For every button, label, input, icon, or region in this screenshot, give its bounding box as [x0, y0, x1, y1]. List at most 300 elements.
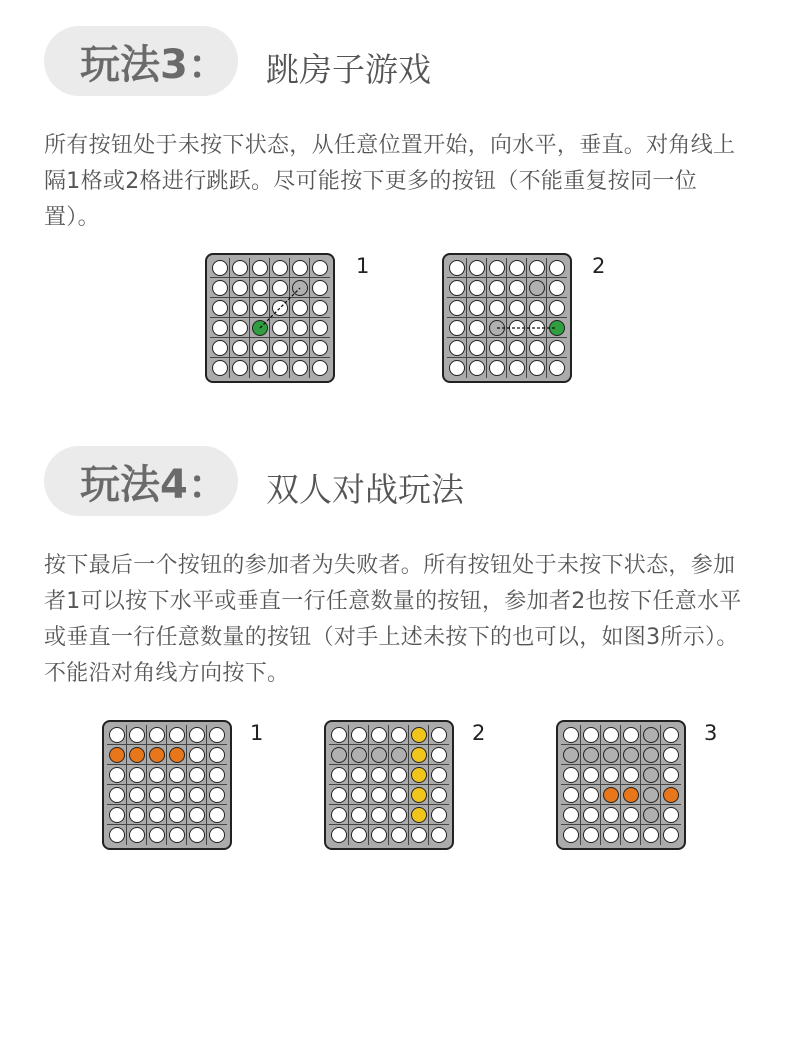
grid-button — [469, 360, 485, 376]
grid-cell — [167, 765, 187, 785]
grid-button — [583, 807, 599, 823]
grid-cell — [507, 338, 527, 358]
grid-button — [391, 807, 407, 823]
grid-button — [109, 767, 125, 783]
grid-cell — [661, 785, 681, 805]
grid-button — [583, 827, 599, 843]
grid-cell — [409, 725, 429, 745]
grid-cell — [429, 765, 449, 785]
grid-cell — [369, 765, 389, 785]
grid-button — [623, 827, 639, 843]
grid-cell — [621, 725, 641, 745]
grid-button-yellow — [411, 747, 427, 763]
grid-button-orange — [149, 747, 165, 763]
grid-cell — [310, 298, 330, 318]
grid-cell — [210, 298, 230, 318]
grid-button — [549, 260, 565, 276]
grid-cell — [187, 745, 207, 765]
grid-button — [529, 320, 545, 336]
grid-cell — [210, 278, 230, 298]
grid-button — [312, 260, 328, 276]
grid-button-gray — [529, 280, 545, 296]
grid-button — [252, 280, 268, 296]
figure-number: 2 — [592, 254, 606, 278]
grid-cell — [127, 805, 147, 825]
grid-cell — [187, 805, 207, 825]
grid-cell — [349, 785, 369, 805]
grid-cell — [507, 258, 527, 278]
grid-button — [212, 320, 228, 336]
grid-cell — [467, 338, 487, 358]
grid-cell — [349, 805, 369, 825]
versus-board-2 — [324, 720, 454, 850]
grid-cell — [187, 765, 207, 785]
grid-button — [331, 767, 347, 783]
grid-button — [371, 727, 387, 743]
grid-button — [129, 787, 145, 803]
grid-button — [312, 300, 328, 316]
grid-button — [209, 827, 225, 843]
grid-button — [449, 360, 465, 376]
grid-button — [663, 807, 679, 823]
grid-button — [232, 320, 248, 336]
grid-cell — [507, 278, 527, 298]
grid-cell — [429, 725, 449, 745]
grid-cell — [601, 805, 621, 825]
grid-button — [623, 807, 639, 823]
grid-cell — [310, 358, 330, 378]
grid-cell — [290, 258, 310, 278]
grid-button — [411, 827, 427, 843]
grid-cell — [210, 258, 230, 278]
grid-button-gray — [331, 747, 347, 763]
grid-cell — [641, 745, 661, 765]
grid-cell — [250, 318, 270, 338]
grid-button — [129, 807, 145, 823]
grid-button — [169, 787, 185, 803]
grid-button — [563, 787, 579, 803]
grid-button — [212, 260, 228, 276]
grid-button-gray — [391, 747, 407, 763]
grid-cell — [487, 358, 507, 378]
grid-cell — [467, 318, 487, 338]
grid-button-orange — [623, 787, 639, 803]
grid-button — [272, 300, 288, 316]
grid-button-orange — [109, 747, 125, 763]
grid-button — [252, 360, 268, 376]
grid-button-gray — [603, 747, 619, 763]
grid-button-orange — [169, 747, 185, 763]
grid-cell — [507, 358, 527, 378]
grid-cell — [329, 725, 349, 745]
grid-button — [469, 320, 485, 336]
grid-cell — [561, 825, 581, 845]
grid-button — [603, 767, 619, 783]
grid-button — [583, 767, 599, 783]
grid-cell — [581, 805, 601, 825]
grid-cell — [147, 825, 167, 845]
grid-cell — [349, 765, 369, 785]
grid-cell — [581, 785, 601, 805]
grid-cell — [621, 825, 641, 845]
grid-button — [489, 360, 505, 376]
grid-cell — [581, 825, 601, 845]
grid-button — [109, 827, 125, 843]
grid-cell — [641, 765, 661, 785]
grid-cell — [127, 765, 147, 785]
grid-cell — [329, 765, 349, 785]
grid-button — [583, 727, 599, 743]
grid-cell — [527, 298, 547, 318]
grid-button — [232, 360, 248, 376]
grid-cell — [487, 278, 507, 298]
hopscotch-board-2 — [442, 253, 572, 383]
grid-cell — [447, 358, 467, 378]
grid-cell — [310, 338, 330, 358]
grid-button-gray — [292, 280, 308, 296]
grid-button — [232, 300, 248, 316]
grid-button — [549, 280, 565, 296]
grid-cell — [290, 278, 310, 298]
grid-cell — [487, 338, 507, 358]
grid-button — [331, 787, 347, 803]
grid-button — [312, 320, 328, 336]
grid-cell — [527, 358, 547, 378]
grid-button — [449, 300, 465, 316]
grid-cell — [207, 765, 227, 785]
grid-cell — [210, 358, 230, 378]
grid-cell — [250, 258, 270, 278]
grid-cell — [107, 785, 127, 805]
grid-cell — [601, 745, 621, 765]
grid-cell — [621, 745, 641, 765]
grid-cell — [429, 785, 449, 805]
grid-button — [623, 767, 639, 783]
grid-cell — [207, 725, 227, 745]
grid-button — [663, 767, 679, 783]
grid-button — [449, 260, 465, 276]
grid-button — [129, 727, 145, 743]
grid-button — [252, 300, 268, 316]
grid-cell — [467, 298, 487, 318]
grid-cell — [409, 745, 429, 765]
grid-button — [189, 827, 205, 843]
grid-cell — [389, 765, 409, 785]
grid-cell — [349, 825, 369, 845]
grid-button — [252, 260, 268, 276]
grid-button — [663, 827, 679, 843]
grid-button — [272, 280, 288, 296]
grid-button-gray — [371, 747, 387, 763]
grid-button — [209, 807, 225, 823]
grid-button — [563, 807, 579, 823]
grid-cell — [107, 745, 127, 765]
grid-cell — [389, 805, 409, 825]
grid-cell — [250, 278, 270, 298]
grid-button — [603, 727, 619, 743]
grid-button — [189, 787, 205, 803]
grid-cell — [429, 745, 449, 765]
grid-cell — [447, 338, 467, 358]
grid-button — [312, 340, 328, 356]
grid-cell — [621, 805, 641, 825]
grid-button-gray — [643, 747, 659, 763]
grid-button — [129, 827, 145, 843]
grid-button — [391, 727, 407, 743]
grid-button — [292, 300, 308, 316]
grid-cell — [547, 258, 567, 278]
grid-button — [509, 320, 525, 336]
grid-button — [189, 727, 205, 743]
grid-button-gray — [351, 747, 367, 763]
section4-text: 按下最后一个按钮的参加者为失败者。所有按钮处于未按下状态，参加者1可以按下水平或垂直一行任意数量的按钮，参加者2也按下任意水平或垂直一行任意数量的按钮（对手上述未按下的也可以，如图3所示）。不能沿对角线方向按下。 — [44, 553, 742, 686]
grid-button — [292, 260, 308, 276]
grid-button-green — [549, 320, 565, 336]
grid-cell — [127, 825, 147, 845]
grid-cell — [207, 785, 227, 805]
grid-cell — [270, 338, 290, 358]
grid-cell — [661, 825, 681, 845]
grid-button-gray — [643, 807, 659, 823]
grid-cell — [447, 278, 467, 298]
grid-cell — [187, 785, 207, 805]
grid-cell — [447, 298, 467, 318]
grid-button-orange — [129, 747, 145, 763]
grid-cell — [230, 338, 250, 358]
grid-cell — [487, 258, 507, 278]
grid-cell — [230, 258, 250, 278]
grid-button — [149, 787, 165, 803]
grid-button — [212, 300, 228, 316]
grid-cell — [527, 338, 547, 358]
grid-cell — [409, 785, 429, 805]
grid-button — [209, 767, 225, 783]
grid-cell — [250, 338, 270, 358]
grid-button — [509, 260, 525, 276]
grid-button — [212, 280, 228, 296]
grid-button — [431, 747, 447, 763]
grid-cell — [561, 785, 581, 805]
grid-button — [109, 727, 125, 743]
grid-cell — [547, 338, 567, 358]
grid-button-gray — [623, 747, 639, 763]
grid-cell — [601, 765, 621, 785]
grid-button — [549, 340, 565, 356]
grid-cell — [641, 785, 661, 805]
grid-button — [149, 767, 165, 783]
grid-button — [129, 767, 145, 783]
grid-cell — [290, 338, 310, 358]
grid-button — [509, 340, 525, 356]
grid-button — [189, 747, 205, 763]
grid-cell — [447, 258, 467, 278]
grid-button — [643, 827, 659, 843]
grid-button — [663, 747, 679, 763]
grid-cell — [230, 278, 250, 298]
grid-button — [529, 300, 545, 316]
grid-button — [209, 787, 225, 803]
grid-button — [563, 827, 579, 843]
grid-button — [351, 767, 367, 783]
grid-button — [331, 807, 347, 823]
grid-cell — [601, 825, 621, 845]
grid-cell — [147, 725, 167, 745]
section4-badge: 玩法4： — [44, 446, 238, 516]
grid-button — [149, 827, 165, 843]
grid-cell — [581, 745, 601, 765]
grid-button — [469, 260, 485, 276]
figure-number: 3 — [704, 721, 718, 745]
grid-cell — [329, 745, 349, 765]
grid-cell — [369, 785, 389, 805]
grid-button — [169, 767, 185, 783]
grid-button — [232, 260, 248, 276]
grid-button — [232, 280, 248, 296]
grid-cell — [487, 298, 507, 318]
grid-button — [431, 727, 447, 743]
grid-button — [331, 727, 347, 743]
grid-cell — [127, 745, 147, 765]
grid-cell — [581, 725, 601, 745]
grid-button — [351, 787, 367, 803]
grid-button — [489, 280, 505, 296]
grid-button — [431, 787, 447, 803]
grid-cell — [270, 318, 290, 338]
grid-cell — [207, 745, 227, 765]
grid-cell — [409, 765, 429, 785]
grid-button — [449, 320, 465, 336]
grid-cell — [107, 805, 127, 825]
grid-cell — [270, 298, 290, 318]
grid-button — [209, 727, 225, 743]
grid-cell — [167, 725, 187, 745]
grid-cell — [310, 258, 330, 278]
grid-cell — [270, 358, 290, 378]
grid-button — [529, 360, 545, 376]
grid-button — [292, 320, 308, 336]
grid-button-gray — [643, 767, 659, 783]
figure-number: 2 — [472, 721, 486, 745]
grid-cell — [127, 725, 147, 745]
grid-button-orange — [603, 787, 619, 803]
grid-button — [149, 807, 165, 823]
grid-cell — [641, 825, 661, 845]
grid-button — [431, 807, 447, 823]
grid-button — [469, 340, 485, 356]
grid-button-gray — [583, 747, 599, 763]
grid-button — [371, 767, 387, 783]
grid-cell — [561, 805, 581, 825]
grid-button — [169, 827, 185, 843]
grid-button-orange — [663, 787, 679, 803]
grid-cell — [207, 805, 227, 825]
grid-button — [489, 300, 505, 316]
grid-cell — [527, 278, 547, 298]
grid-cell — [147, 745, 167, 765]
figure-number: 1 — [356, 254, 370, 278]
grid-cell — [230, 318, 250, 338]
grid-cell — [147, 805, 167, 825]
grid-cell — [167, 745, 187, 765]
versus-board-1 — [102, 720, 232, 850]
grid-cell — [270, 278, 290, 298]
grid-button — [549, 300, 565, 316]
grid-cell — [601, 725, 621, 745]
grid-cell — [561, 765, 581, 785]
grid-cell — [641, 805, 661, 825]
grid-button — [431, 767, 447, 783]
grid-cell — [661, 765, 681, 785]
grid-button — [603, 827, 619, 843]
grid-cell — [207, 825, 227, 845]
grid-cell — [409, 805, 429, 825]
grid-cell — [107, 765, 127, 785]
grid-cell — [581, 765, 601, 785]
grid-button — [549, 360, 565, 376]
grid-cell — [329, 805, 349, 825]
grid-button — [212, 360, 228, 376]
grid-button — [312, 360, 328, 376]
grid-cell — [429, 805, 449, 825]
grid-cell — [349, 725, 369, 745]
grid-button — [371, 807, 387, 823]
grid-cell — [270, 258, 290, 278]
grid-cell — [429, 825, 449, 845]
grid-cell — [661, 805, 681, 825]
section3-badge: 玩法3： — [44, 26, 238, 96]
grid-button — [212, 340, 228, 356]
grid-button — [351, 807, 367, 823]
grid-cell — [369, 725, 389, 745]
grid-cell — [187, 725, 207, 745]
grid-cell — [290, 318, 310, 338]
grid-button — [252, 340, 268, 356]
grid-cell — [527, 258, 547, 278]
grid-cell — [389, 725, 409, 745]
grid-button-green — [252, 320, 268, 336]
grid-cell — [349, 745, 369, 765]
grid-cell — [167, 825, 187, 845]
grid-cell — [661, 745, 681, 765]
grid-button — [563, 727, 579, 743]
grid-button-yellow — [411, 767, 427, 783]
grid-cell — [467, 278, 487, 298]
grid-cell — [250, 298, 270, 318]
grid-cell — [147, 785, 167, 805]
grid-button — [292, 340, 308, 356]
grid-cell — [329, 825, 349, 845]
grid-cell — [310, 318, 330, 338]
figure-number: 1 — [250, 721, 264, 745]
grid-cell — [369, 825, 389, 845]
grid-button — [391, 787, 407, 803]
grid-cell — [507, 298, 527, 318]
grid-button — [529, 260, 545, 276]
grid-cell — [547, 358, 567, 378]
grid-cell — [447, 318, 467, 338]
grid-cell — [230, 298, 250, 318]
grid-cell — [621, 765, 641, 785]
grid-button — [351, 727, 367, 743]
grid-button — [509, 360, 525, 376]
grid-cell — [329, 785, 349, 805]
grid-cell — [547, 278, 567, 298]
grid-button — [292, 360, 308, 376]
grid-button — [663, 727, 679, 743]
grid-cell — [661, 725, 681, 745]
section4-title: 双人对战玩法 — [266, 470, 464, 509]
grid-button — [489, 340, 505, 356]
